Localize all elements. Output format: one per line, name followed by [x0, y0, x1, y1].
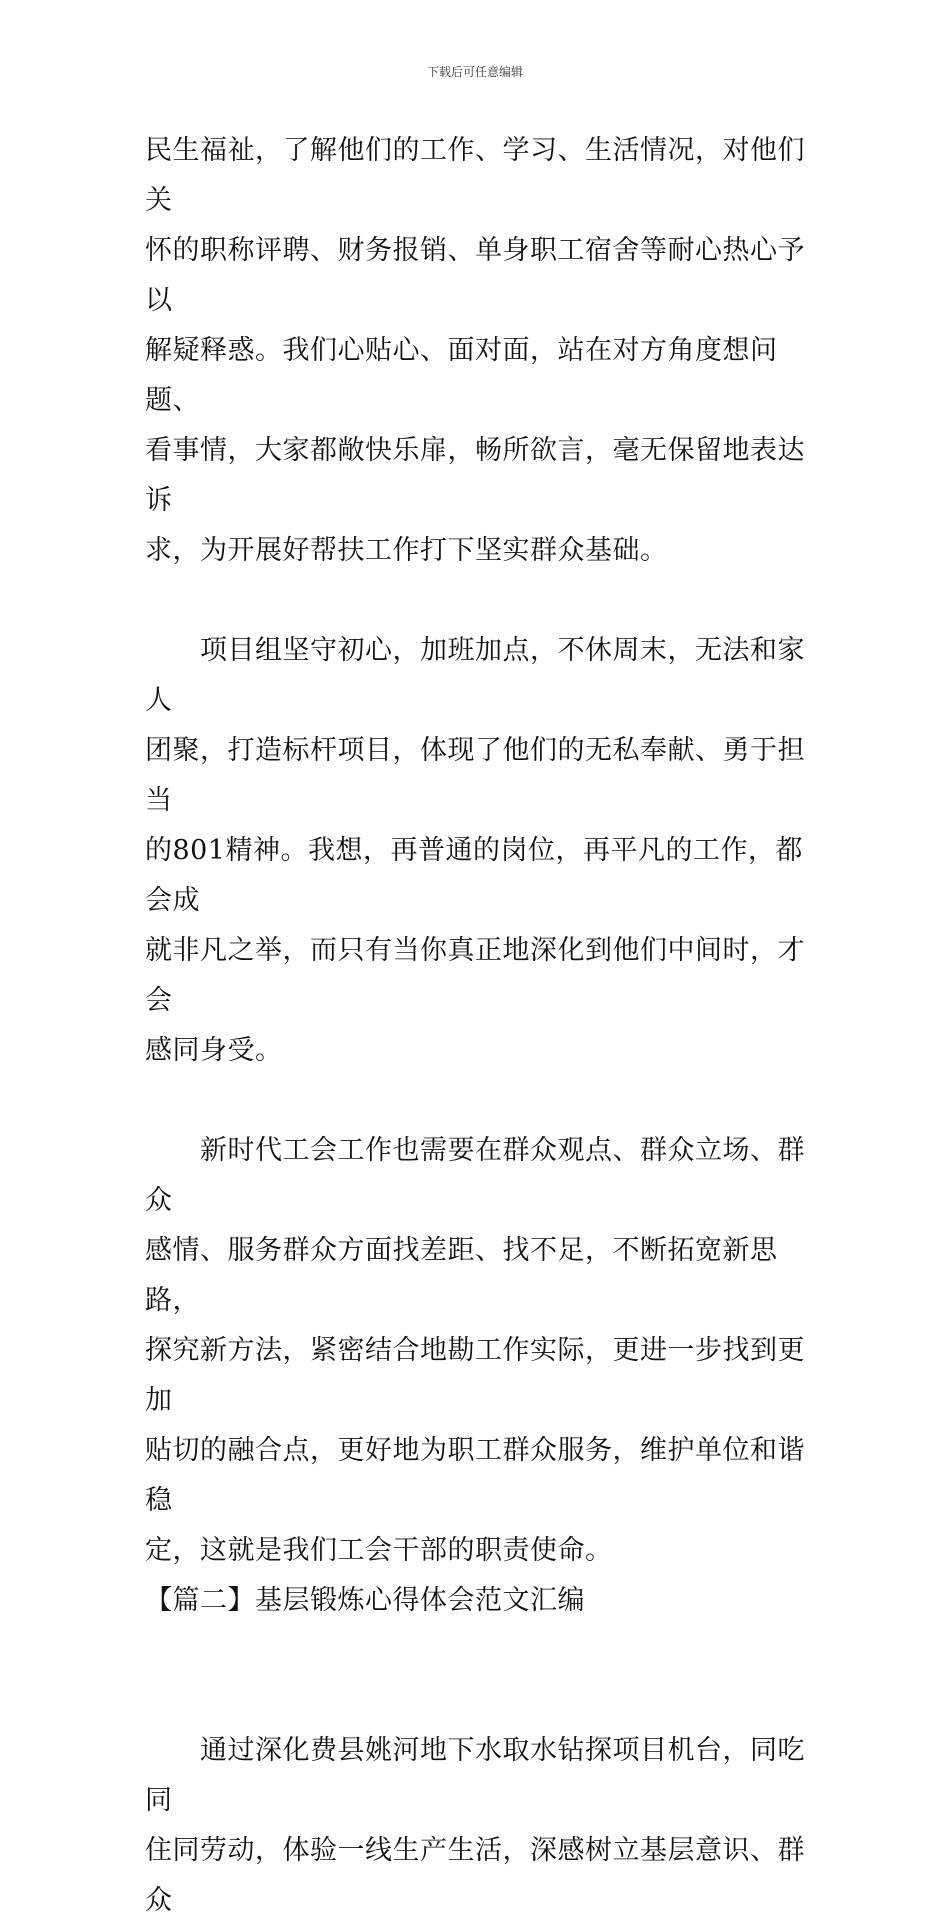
- paragraph-spacer: [145, 1076, 815, 1126]
- paragraph-2: 项目组坚守初心，加班加点，不休周末，无法和家人 团聚，打造标杆项目，体现了他们的无私奉献、勇于担当 的801精神。我想，再普通的岗位，再平凡的工作，都会成 就非凡之举，而只有当你真正地深化到他们中间时，才会 感同身受。: [145, 635, 805, 1066]
- section-heading: 【篇二】基层锻炼心得体会范文汇编: [145, 1585, 585, 1616]
- paragraph-1: 民生福祉，了解他们的工作、学习、生活情况，对他们关 怀的职称评聘、财务报销、单身职工宿舍等耐心热心予以 解疑释惑。我们心贴心、面对面，站在对方角度想问题、 看事情，大家都敞快乐扉，畅所欲言，毫无保留地表达诉 求，为开展好帮扶工作打下坚实群众基础。: [145, 135, 805, 566]
- document-body: [145, 126, 815, 1926]
- paragraph-4: 通过深化费县姚河地下水取水钻探项目机台，同吃同 住同劳动，体验一线生产生活，深感树立基层意识、群众: [145, 1735, 805, 1916]
- section-spacer: [145, 1626, 815, 1726]
- paragraph-spacer: [145, 576, 815, 626]
- paragraph-3: 新时代工会工作也需要在群众观点、群众立场、群众 感情、服务群众方面找差距、找不足，不断拓宽新思路， 探究新方法，紧密结合地勘工作实际，更进一步找到更加 贴切的融合点，更好地为职工群众服务，维护单位和谐稳 定，这就是我们工会干部的职责使命。: [145, 1135, 805, 1566]
- page-header-note: 下载后可任意编辑: [426, 65, 523, 79]
